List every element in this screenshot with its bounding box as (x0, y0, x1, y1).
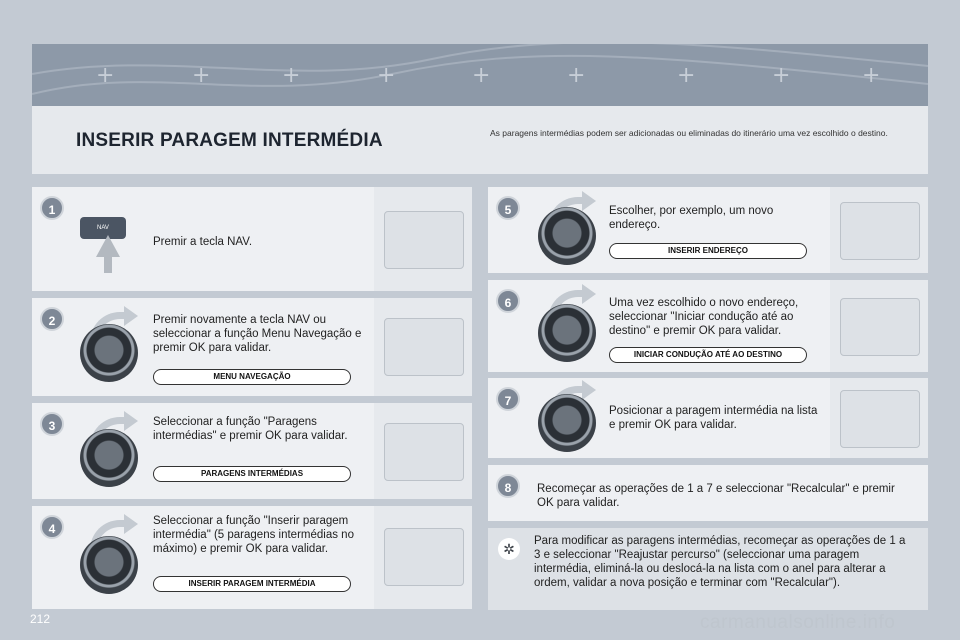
radio-image-area (374, 298, 472, 396)
step-panel-5 (488, 187, 928, 273)
turn-arrow-head-icon (124, 306, 138, 326)
control-knob-icon (538, 304, 596, 362)
control-knob-icon (538, 207, 596, 265)
control-knob-icon (538, 394, 596, 452)
radio-unit-icon (840, 390, 920, 448)
radio-image-area (830, 378, 928, 458)
step-text: Recomeçar as operações de 1 a 7 e seleccionar "Recalcular" e premir OK para validar. (537, 483, 895, 509)
step-text: Escolher, por exemplo, um novo endereço. (609, 205, 774, 231)
page-title: INSERIR PARAGEM INTERMÉDIA (76, 130, 383, 151)
svg-text:+: + (96, 63, 115, 88)
page-number: 212 (30, 612, 51, 626)
turn-arrow-head-icon (124, 514, 138, 534)
step-number: 8 (496, 474, 520, 498)
step-number: 6 (496, 289, 520, 313)
step-text: Uma vez escolhido o novo endereço, seleccionar "Iniciar condução até ao destino" e premir OK para validar. (609, 297, 799, 337)
svg-text:+: + (192, 63, 211, 88)
step-text: Posicionar a paragem intermédia na lista e premir OK para validar. (609, 405, 818, 431)
menu-label-pill: MENU NAVEGAÇÃO (153, 369, 351, 385)
control-knob-icon (80, 324, 138, 382)
radio-unit-icon (384, 318, 464, 376)
intro-text: As paragens intermédias podem ser adicionadas ou eliminadas do itinerário uma vez escolhido o destino. (490, 128, 888, 138)
nav-key-icon: NAV (80, 217, 126, 239)
radio-image-area (830, 187, 928, 273)
svg-text:+: + (567, 63, 586, 88)
step-number: 4 (40, 515, 64, 539)
menu-label-pill: INICIAR CONDUÇÃO ATÉ AO DESTINO (609, 347, 807, 363)
radio-image-area (374, 187, 472, 291)
watermark: carmanualsonline.info (700, 612, 896, 633)
radio-image-area (374, 403, 472, 499)
radio-image-area (830, 280, 928, 372)
step-number: 3 (40, 412, 64, 436)
menu-label-pill: INSERIR ENDEREÇO (609, 243, 807, 259)
svg-text:+: + (472, 63, 491, 88)
step-text: Premir a tecla NAV. (153, 236, 253, 248)
step-panel-7 (488, 378, 928, 458)
control-knob-icon (80, 429, 138, 487)
svg-text:+: + (862, 63, 881, 88)
turn-arrow-head-icon (582, 191, 596, 211)
step-panel-3 (32, 403, 472, 499)
svg-text:+: + (282, 63, 301, 88)
step-text: Premir novamente a tecla NAV ou seleccionar a função Menu Navegação e premir OK para validar. (153, 314, 362, 354)
menu-label-pill: INSERIR PARAGEM INTERMÉDIA (153, 576, 351, 592)
step-number: 1 (40, 196, 64, 220)
step-number: 7 (496, 387, 520, 411)
step-panel-1 (32, 187, 472, 291)
svg-text:+: + (377, 63, 396, 88)
step-panel-8 (488, 465, 928, 521)
radio-unit-icon (840, 202, 920, 260)
map-contour-decoration (32, 44, 928, 106)
step-number: 5 (496, 196, 520, 220)
radio-unit-icon (384, 528, 464, 586)
control-knob-icon (80, 536, 138, 594)
step-panel-4 (32, 506, 472, 609)
radio-unit-icon (840, 298, 920, 356)
header-map-band (32, 44, 928, 106)
svg-text:+: + (772, 63, 791, 88)
tip-text: Para modificar as paragens intermédias, recomeçar as operações de 1 a 3 e seleccionar "Reajustar percurso" (seleccionar uma paragem intermédia, eliminá-la ou deslocá-la na lista com o anel para alterar a ordem, validar a nova posição e terminar com "Recalcular"). (534, 535, 906, 589)
menu-label-pill: PARAGENS INTERMÉDIAS (153, 466, 351, 482)
step-number: 2 (40, 307, 64, 331)
step-text: Seleccionar a função "Inserir paragem intermédia" (5 paragens intermédias no máximo) e premir OK para validar. (153, 515, 354, 555)
radio-unit-icon (384, 423, 464, 481)
turn-arrow-head-icon (582, 380, 596, 400)
svg-text:+: + (677, 63, 696, 88)
radio-image-area (374, 506, 472, 609)
sun-tip-icon: ✲ (498, 538, 520, 560)
header-box (32, 44, 928, 174)
step-panel-6 (488, 280, 928, 372)
step-text: Seleccionar a função "Paragens intermédias" e premir OK para validar. (153, 416, 348, 442)
step-panel-2 (32, 298, 472, 396)
radio-unit-icon (384, 211, 464, 269)
tip-panel (488, 528, 928, 610)
turn-arrow-head-icon (124, 411, 138, 431)
press-arrow-icon (96, 235, 120, 257)
turn-arrow-head-icon (582, 284, 596, 304)
